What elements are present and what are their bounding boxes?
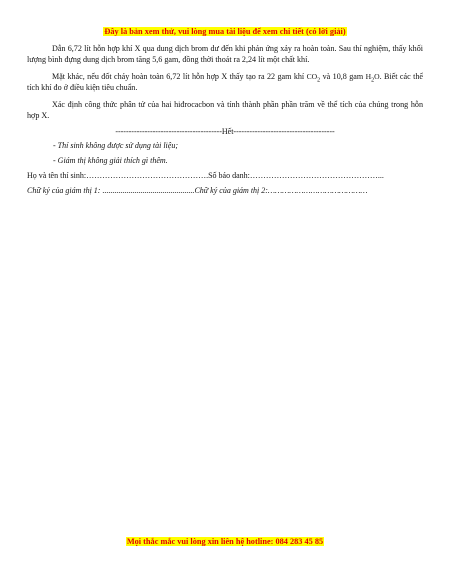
preview-banner: [0, 26, 450, 37]
hotline-banner: [0, 536, 450, 547]
hotline-banner-text: Mọi thắc mắc vui lòng xin liên hệ hotline: 084 283 45 85: [126, 537, 324, 546]
h2o-formula: $H_2O$: [365, 72, 380, 84]
paragraph-2-part-b: và 10,8 gam: [320, 72, 366, 81]
preview-banner-text: Đây là bản xem thử, vui lòng mua tài liệu để xem chi tiết (có lời giải): [104, 27, 346, 36]
paragraph-2-part-a: Mặt khác, nếu đốt cháy hoàn toàn 6,72 lít hỗn hợp X thấy tạo ra 22 gam khí: [52, 72, 307, 81]
note-no-materials: - Thí sinh không được sử dụng tài liệu;: [53, 141, 178, 150]
problem-paragraph-3: Xác định công thức phân tử của hai hiđrocacbon và tính thành phần phần trăm về thể tích của chúng trong hỗn hợp X.: [27, 100, 423, 120]
co2-formula: $CO_2$: [306, 72, 321, 84]
note-no-explanation: - Giám thị không giải thích gì thêm.: [53, 156, 168, 165]
end-divider: ----------------------------------------Hết--------------------------------------: [115, 127, 335, 136]
problem-paragraph-2: [27, 72, 423, 93]
problem-paragraph-1: Dẫn 6,72 lít hỗn hợp khí X qua dung dịch brom dư đến khi phản ứng xảy ra hoàn toàn. Sau thí nghiệm, thấy khối lượng bình đựng dung dịch brom tăng 5,6 gam, đồng thời thoát ra 2,24 lít một chất khí.: [27, 44, 423, 64]
supervisor-signature-line: Chữ ký của giám thị 1: ..............................................Chữ ký của giám thị 2:……………………………………: [27, 186, 368, 195]
candidate-info-line: Họ và tên thí sinh:……………………………………….Số báo danh:…………………………………………...: [27, 171, 384, 180]
paragraph-2-part-c: . Biết các thể tích khí đo ở điều kiện tiêu chuẩn.: [27, 72, 423, 92]
